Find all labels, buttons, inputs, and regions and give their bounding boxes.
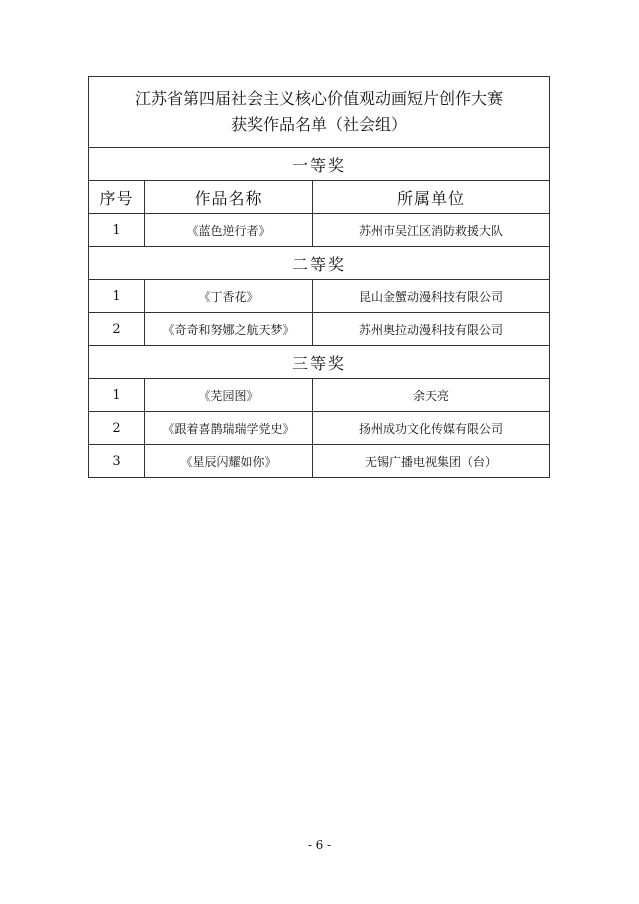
row-number: 1: [89, 379, 145, 412]
row-work-title: 《芜园图》: [145, 379, 313, 412]
section-heading-third-prize: 三等奖: [89, 346, 550, 379]
row-unit: 苏州市吴江区消防救援大队: [313, 214, 550, 247]
column-header-unit: 所属单位: [313, 181, 550, 214]
row-work-title: 《奇奇和努娜之航天梦》: [145, 313, 313, 346]
row-work-title: 《星辰闪耀如你》: [145, 445, 313, 478]
row-number: 1: [89, 214, 145, 247]
table-title: [89, 77, 550, 148]
row-unit: 昆山金蟹动漫科技有限公司: [313, 280, 550, 313]
row-number: 1: [89, 280, 145, 313]
title-row: [89, 77, 550, 148]
row-unit: 余天亮: [313, 379, 550, 412]
table-row: [89, 313, 550, 346]
section-row: [89, 346, 550, 379]
page-number: - 6 -: [307, 838, 332, 852]
section-row: [89, 148, 550, 181]
table-row: [89, 445, 550, 478]
column-header-work: 作品名称: [145, 181, 313, 214]
row-work-title: 《跟着喜鹊瑞瑞学党史》: [145, 412, 313, 445]
row-unit: 扬州成功文化传媒有限公司: [313, 412, 550, 445]
row-number: 2: [89, 313, 145, 346]
table-row: [89, 412, 550, 445]
section-row: [89, 247, 550, 280]
table-row: [89, 379, 550, 412]
row-number: 3: [89, 445, 145, 478]
title-line-1: 江苏省第四届社会主义核心价值观动画短片创作大赛: [135, 89, 504, 108]
section-heading-second-prize: 二等奖: [89, 247, 550, 280]
row-work-title: 《蓝色逆行者》: [145, 214, 313, 247]
table-row: [89, 214, 550, 247]
row-work-title: 《丁香花》: [145, 280, 313, 313]
column-header-row: [89, 181, 550, 214]
column-header-number: 序号: [89, 181, 145, 214]
award-list-table: [88, 76, 550, 478]
row-number: 2: [89, 412, 145, 445]
row-unit: 无锡广播电视集团（台）: [313, 445, 550, 478]
section-heading-first-prize: 一等奖: [89, 148, 550, 181]
title-line-2: 获奖作品名单（社会组）: [231, 115, 408, 134]
row-unit: 苏州奥拉动漫科技有限公司: [313, 313, 550, 346]
table-row: [89, 280, 550, 313]
